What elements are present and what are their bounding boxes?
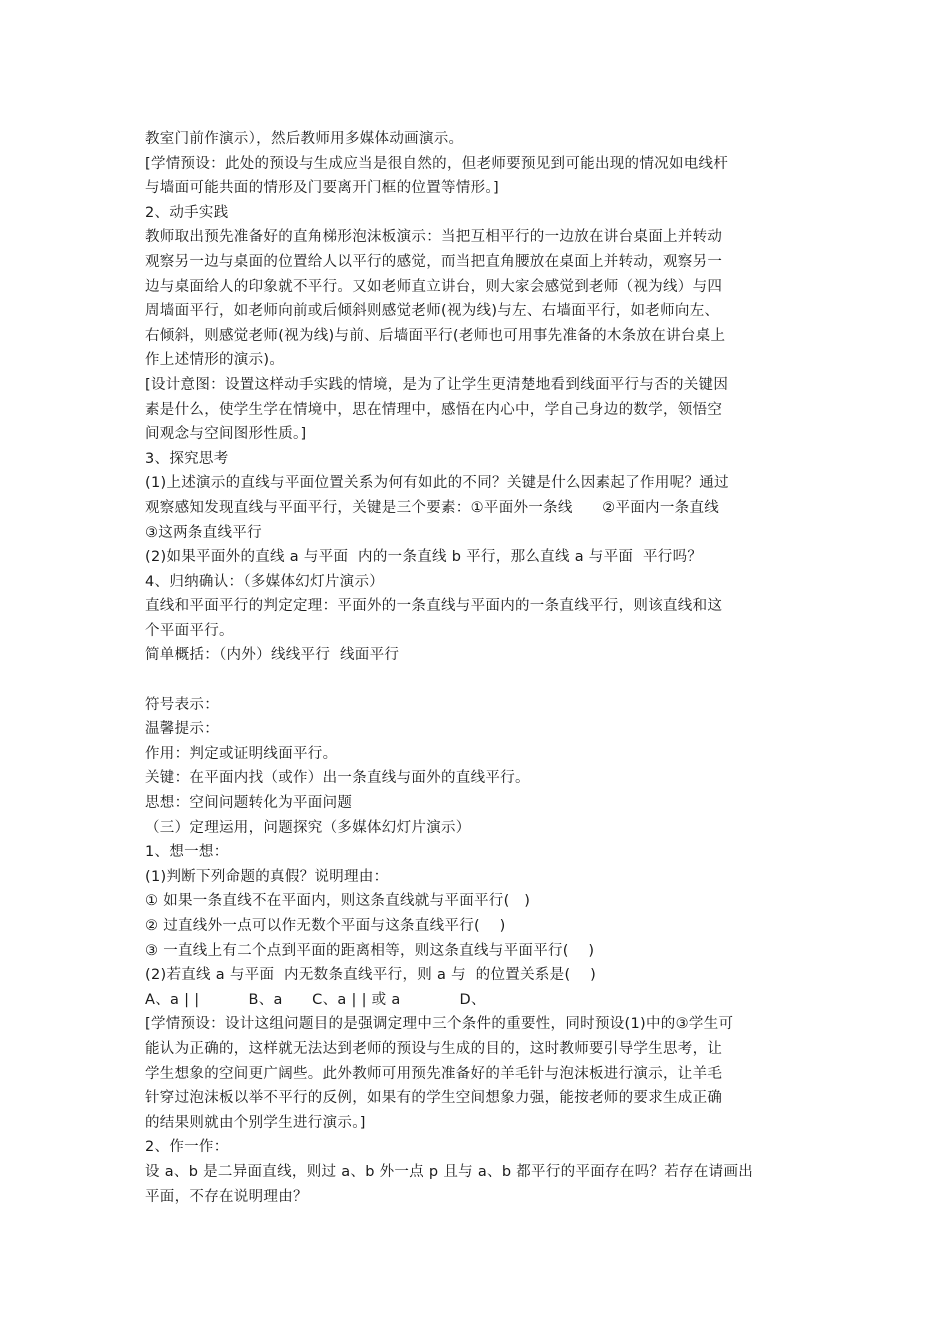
text-line: 作用：判定或证明线面平行。 (145, 745, 338, 762)
answer-options: A、a | | B、a C、a | | 或 a D、 (145, 991, 486, 1008)
text-line: 教师取出预先准备好的直角梯形泡沫板演示：当把互相平行的一边放在讲台桌面上并转动 (145, 229, 723, 246)
section-heading: 2、动手实践 (145, 204, 229, 221)
text-line: 学生想象的空间更广阔些。此外教师可用预先准备好的羊毛针与泡沫板进行演示，让羊毛 (145, 1065, 723, 1082)
text-line: 右倾斜，则感觉老师(视为线)与前、后墙面平行(老师也可用事先准备的木条放在讲台桌上 (145, 327, 726, 344)
text-line: 间观念与空间图形性质。] (145, 426, 307, 443)
text-line: 观察感知发现直线与平面平行，关键是三个要素：①平面外一条线 ②平面内一条直线 (145, 499, 720, 516)
body-text (145, 127, 813, 1209)
list-item: ① 如果一条直线不在平面内，则这条直线就与平面平行( ) (145, 893, 531, 910)
list-item: ② 过直线外一点可以作无数个平面与这条直线平行( ) (145, 918, 506, 934)
text-line: 周墙面平行，如老师向前或后倾斜则感觉老师(视为线)与左、右墙面平行，如老师向左、 (145, 303, 720, 320)
section-heading: 4、归纳确认：（多媒体幻灯片演示） (145, 573, 385, 590)
text-line: 的结果则就由个别学生进行演示。] (145, 1114, 366, 1131)
section-heading: 2、作一作： (145, 1139, 229, 1156)
text-line: (2)如果平面外的直线 a 与平面 内的一条直线 b 平行，那么直线 a 与平面 平行吗？ (145, 549, 703, 566)
text-line: 简单概括：（内外）线线平行 线面平行 (145, 647, 400, 664)
section-heading: 1、想一想： (145, 844, 229, 861)
text-line: (2)若直线 a 与平面 内无数条直线平行，则 a 与 的位置关系是( ) (145, 967, 597, 984)
text-line: [学情预设：此处的预设与生成应当是很自然的，但老师要预见到可能出现的情况如电线杆 (145, 155, 729, 172)
text-line: 设 a、b 是二异面直线，则过 a、b 外一点 p 且与 a、b 都平行的平面存在吗？若存在请画出 (145, 1163, 754, 1180)
text-line: 关键：在平面内找（或作）出一条直线与面外的直线平行。 (145, 770, 530, 787)
text-line: [学情预设：设计这组问题目的是强调定理中三个条件的重要性，同时预设(1)中的③学生可 (145, 1016, 734, 1033)
text-line: (1)上述演示的直线与平面位置关系为何有如此的不同？关键是什么因素起了作用呢？通过 (145, 475, 729, 492)
text-line: 直线和平面平行的判定定理：平面外的一条直线与平面内的一条直线平行，则该直线和这 (145, 598, 723, 615)
text-line: 观察另一边与桌面的位置给人以平行的感觉，而当把直角腰放在桌面上并转动，观察另一 (145, 253, 723, 270)
text-line: [设计意图：设置这样动手实践的情境，是为了让学生更清楚地看到线面平行与否的关键因 (145, 376, 729, 393)
text-line: 思想：空间问题转化为平面问题 (145, 795, 353, 812)
text-line: 温馨提示： (145, 721, 219, 738)
text-line: 作上述情形的演示)。 (145, 352, 285, 369)
text-line: 素是什么，使学生学在情境中，思在情理中，感悟在内心中，学自己身边的数学，领悟空 (145, 401, 723, 418)
text-line: 个平面平行。 (145, 622, 234, 639)
text-line: 符号表示： (145, 696, 219, 713)
text-line: 能认为正确的，这样就无法达到老师的预设与生成的目的，这时教师要引导学生思考，让 (145, 1040, 723, 1057)
blank-line (145, 668, 813, 693)
text-line: 平面，不存在说明理由？ (145, 1188, 308, 1205)
text-line: (1)判断下列命题的真假？说明理由： (145, 868, 389, 885)
text-line: ③这两条直线平行 (145, 524, 262, 541)
text-line: 教室门前作演示），然后教师用多媒体动画演示。 (145, 131, 464, 147)
text-line: 针穿过泡沫板以举不平行的反例，如果有的学生空间想象力强，能按老师的要求生成正确 (145, 1090, 723, 1107)
text-line: 与墙面可能共面的情形及门要离开门框的位置等情形。] (145, 180, 499, 197)
list-item: ③ 一直线上有二个点到平面的距离相等，则这条直线与平面平行( ) (145, 942, 595, 959)
section-heading: （三）定理运用，问题探究（多媒体幻灯片演示） (145, 819, 471, 836)
text-line: 边与桌面给人的印象就不平行。又如老师直立讲台，则大家会感觉到老师（视为线）与四 (145, 278, 723, 295)
section-heading: 3、探究思考 (145, 450, 229, 467)
